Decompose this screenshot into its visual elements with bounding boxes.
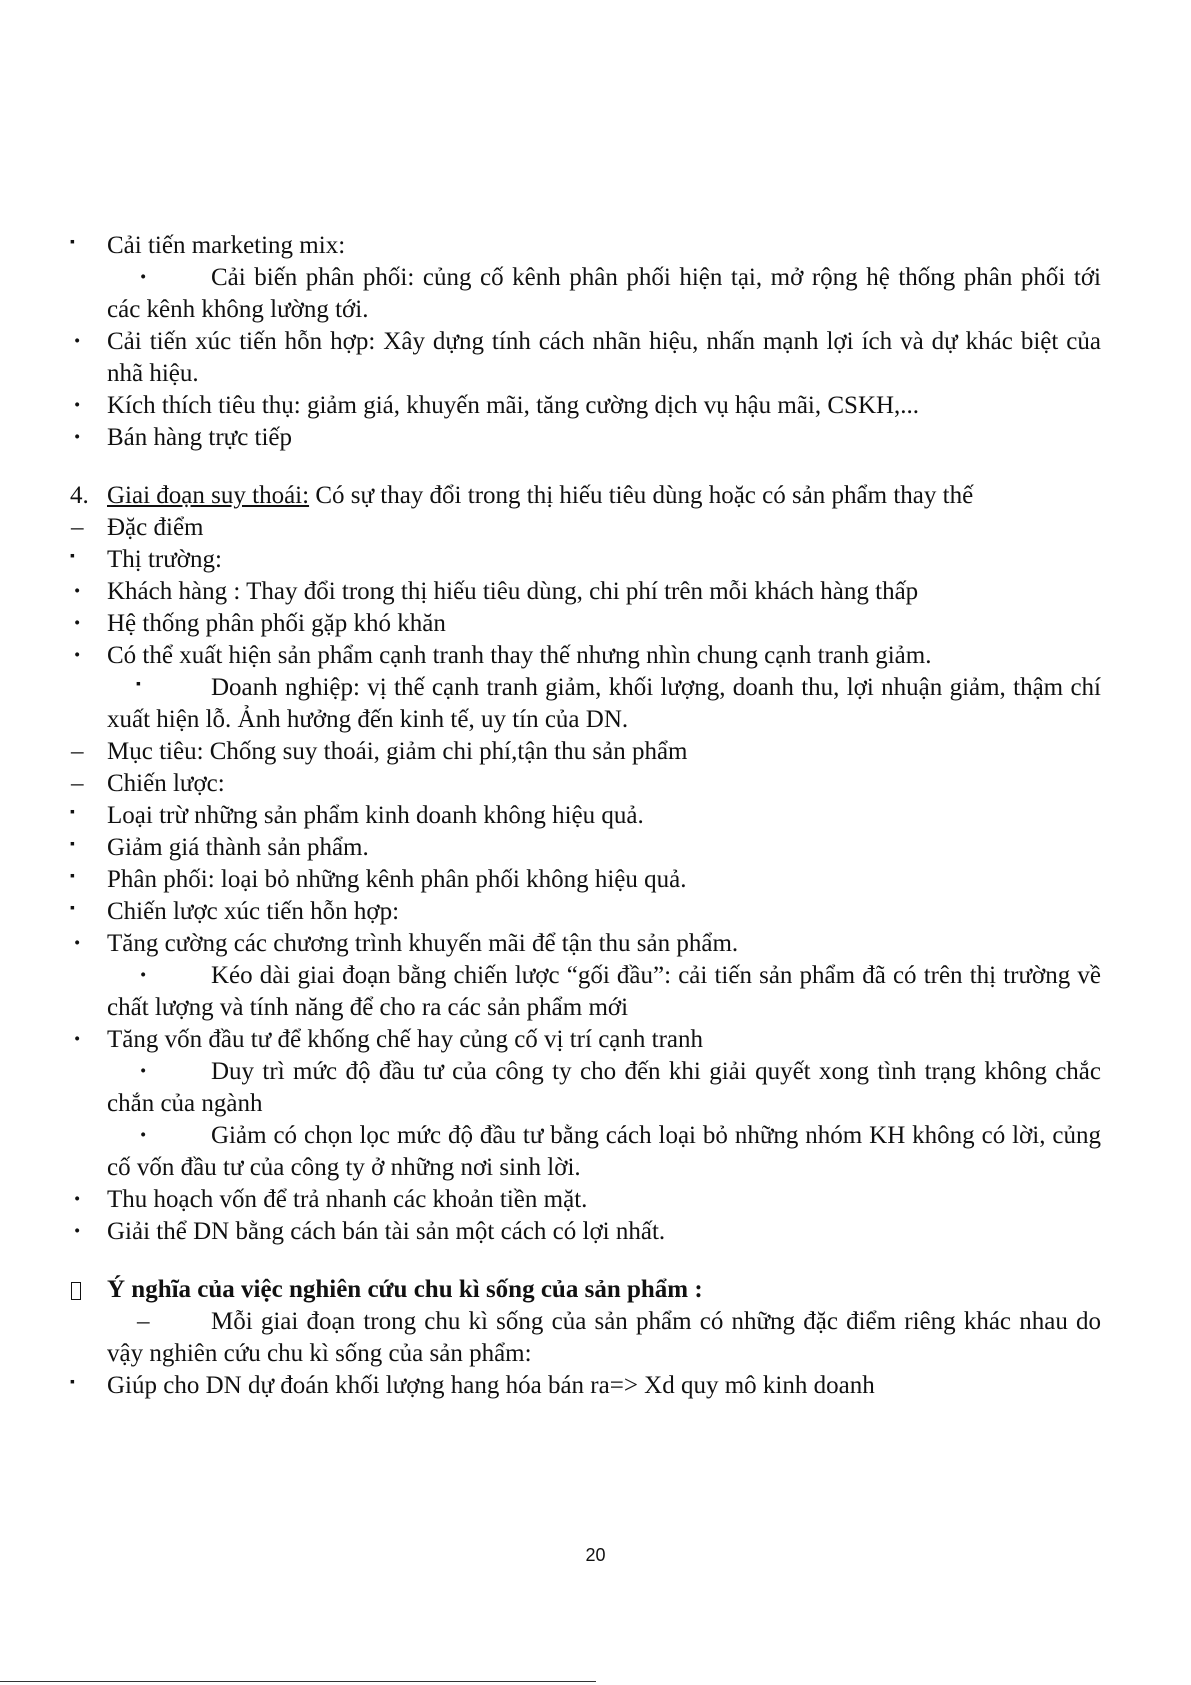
square-bullet-icon: ▪ [70,869,75,884]
square-bullet-icon: ▪ [70,837,75,852]
list-item: · Duy trì mức độ đầu tư của công ty cho đến khi giải quyết xong tình trạng không chắc chắn của ngành [107,1058,1101,1117]
list-item: · Tăng vốn đầu tư để khống chế hay củng cố vị trí cạnh tranh [70,1024,1101,1056]
list-item: ▪ Thị trường: [70,544,1101,576]
dot-bullet-icon: · [73,578,82,605]
dot-bullet-icon: · [73,1026,82,1053]
list-item: · Kéo dài giai đoạn bằng chiến lược “gối đầu”: cải tiến sản phẩm đã có trên thị trường về chất lượng và tính năng để cho ra các sản phẩm mới [107,962,1101,1021]
page-body [70,230,1101,1402]
square-bullet-icon: ▪ [70,1375,75,1390]
list-item: ▪ Doanh nghiệp: vị thế cạnh tranh giảm, khối lượng, doanh thu, lợi nhuận giảm, thậm chí xuất hiện lỗ. Ảnh hưởng đến kinh tế, uy tín của DN. [70,672,1101,736]
box-bullet-icon [70,1274,100,1306]
list-item: · Tăng cường các chương trình khuyến mãi để tận thu sản phẩm. [70,928,1101,960]
list-item: · Thu hoạch vốn để trả nhanh các khoản tiền mặt. [70,1184,1101,1216]
section-title: Ý nghĩa của việc nghiên cứu chu kì sống của sản phẩm : [107,1276,703,1303]
list-item: ▪ Cải tiến marketing mix: [70,230,1101,262]
dot-bullet-icon: · [73,328,82,355]
list-item: – Chiến lược: [70,768,1101,800]
dash-bullet-icon: – [71,738,84,765]
list-item: – Đặc điểm [70,512,1101,544]
section-heading: 4. Giai đoạn suy thoái: Có sự thay đổi trong thị hiếu tiêu dùng hoặc có sản phẩm thay thế [70,480,1101,512]
dash-bullet-icon: – [71,514,84,541]
square-bullet-icon: ▪ [70,901,75,916]
list-item: ▪ Giảm giá thành sản phẩm. [70,832,1101,864]
list-item: · Kích thích tiêu thụ: giảm giá, khuyến mãi, tăng cường dịch vụ hậu mãi, CSKH,... [70,390,1101,422]
list-item: · Bán hàng trực tiếp [70,422,1101,454]
list-item: · Khách hàng : Thay đổi trong thị hiếu tiêu dùng, chi phí trên mỗi khách hàng thấp [70,576,1101,608]
dot-bullet-icon: · [73,642,82,669]
dot-bullet-icon: · [73,930,82,957]
dash-bullet-icon: – [71,770,84,797]
dot-bullet-icon: · [73,392,82,419]
list-item: · Có thể xuất hiện sản phẩm cạnh tranh thay thế nhưng nhìn chung cạnh tranh giảm. [70,640,1101,672]
dot-bullet-icon: · [73,610,82,637]
square-bullet-icon: ▪ [70,805,75,820]
page-number: 20 [585,1545,606,1565]
list-item: · Giảm có chọn lọc mức độ đầu tư bằng cách loại bỏ những nhóm KH không có lời, củng cố vốn đầu tư của công ty ở những nơi sinh lời. [107,1122,1101,1181]
dot-bullet-icon: · [73,424,82,451]
dot-bullet-icon: · [139,962,148,989]
section-title: Giai đoạn suy thoái: [107,482,310,509]
list-item: – Mỗi giai đoạn trong chu kì sống của sản phẩm có những đặc điểm riêng khác nhau do vậy nghiên cứu chu kì sống của sản phẩm: [107,1308,1101,1367]
list-item: · Hệ thống phân phối gặp khó khăn [70,608,1101,640]
footer-divider [0,1681,596,1682]
dot-bullet-icon: · [73,1218,82,1245]
dot-bullet-icon: · [139,1122,148,1149]
list-item: ▪ Giúp cho DN dự đoán khối lượng hang hóa bán ra=> Xd quy mô kinh doanh [70,1370,1101,1402]
dot-bullet-icon: · [139,1058,148,1085]
square-bullet-icon: ▪ [70,549,75,564]
square-bullet-icon: ▪ [136,677,141,692]
dot-bullet-icon: · [139,264,148,291]
list-item: ▪ Chiến lược xúc tiến hỗn hợp: [70,896,1101,928]
list-item: · Cải tiến xúc tiến hỗn hợp: Xây dựng tính cách nhãn hiệu, nhấn mạnh lợi ích và dự khác biệt của nhã hiệu. [70,326,1101,390]
list-item: ▪ Phân phối: loại bỏ những kênh phân phối không hiệu quả. [70,864,1101,896]
dot-bullet-icon: · [73,1186,82,1213]
list-item: ▪ Loại trừ những sản phẩm kinh doanh không hiệu quả. [70,800,1101,832]
section-number: 4. [70,482,89,509]
section-heading [70,1274,1101,1306]
square-bullet-icon: ▪ [70,235,75,250]
list-item: · Cải biến phân phối: củng cố kênh phân phối hiện tại, mở rộng hệ thống phân phối tới các kênh không lường tới. [107,264,1101,323]
list-item: – Mục tiêu: Chống suy thoái, giảm chi phí,tận thu sản phẩm [70,736,1101,768]
dash-bullet-icon: – [137,1308,150,1335]
list-item: · Giải thể DN bằng cách bán tài sản một cách có lợi nhất. [70,1216,1101,1248]
